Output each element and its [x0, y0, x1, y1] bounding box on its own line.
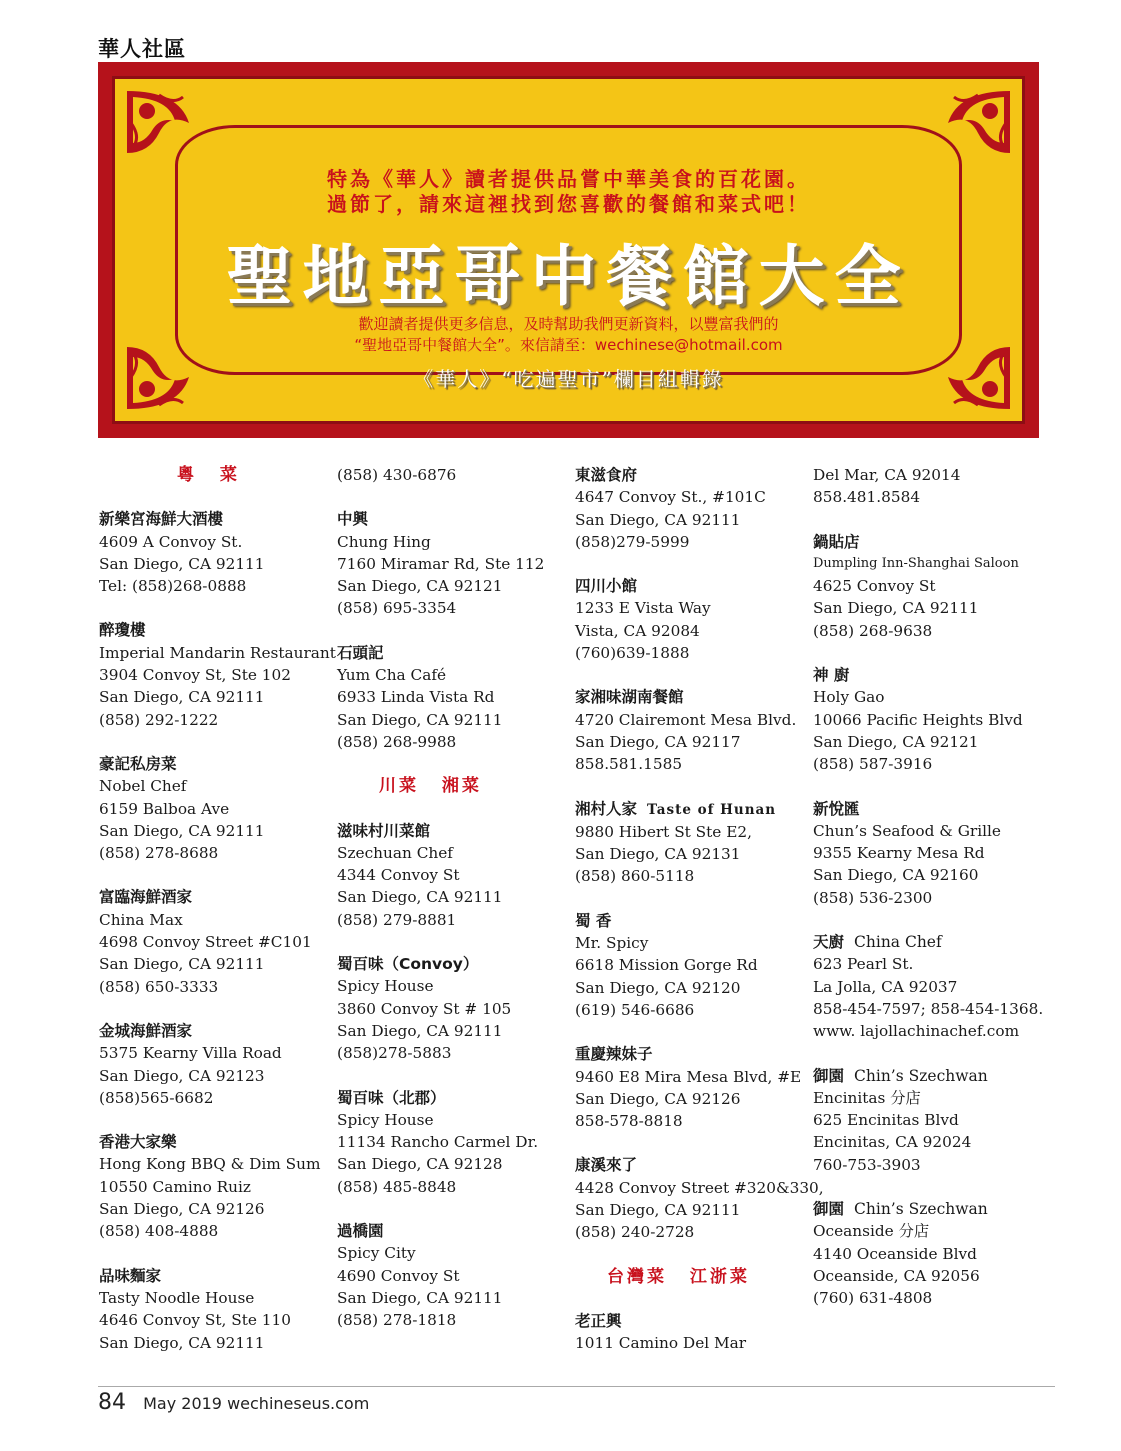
entry-line: (858) 268-9988: [337, 732, 457, 751]
restaurant-entry: [813, 1198, 1043, 1309]
restaurant-name-chinese: 四川小館: [575, 577, 638, 596]
section-title: 華人社區: [98, 37, 186, 61]
entry-line: 6159 Balboa Ave: [99, 799, 230, 818]
restaurant-entry: [337, 1087, 567, 1198]
entry-line: 3904 Convoy St, Ste 102: [99, 666, 292, 685]
listing-column-3: [575, 464, 824, 1377]
entry-line: Chung Hing: [337, 532, 431, 551]
banner-tagline-1: 特為《華人》讀者提供品嘗中華美食的百花園。: [327, 167, 810, 191]
entry-line: San Diego, CA 92131: [575, 845, 741, 864]
entry-line: San Diego, CA 92121: [813, 732, 979, 751]
site-url: wechineseus.com: [227, 1394, 370, 1413]
restaurant-entry: [99, 753, 329, 864]
entry-line: (858) 650-3333: [99, 977, 219, 996]
entry-line: San Diego, CA 92123: [99, 1066, 265, 1085]
restaurant-name: [813, 1065, 1043, 1087]
entry-line: 760-753-3903: [813, 1155, 921, 1174]
entry-line: (858) 408-4888: [99, 1222, 219, 1241]
entry-line: Hong Kong BBQ & Dim Sum: [99, 1155, 321, 1174]
restaurant-entry: [813, 531, 1043, 642]
restaurant-name-chinese: 鍋貼店: [813, 532, 860, 551]
entry-line: 623 Pearl St.: [813, 955, 914, 974]
banner-credit: 《華人》“吃遍聖市”欄目組輯錄: [413, 367, 724, 391]
entry-line: (760)639-1888: [575, 644, 690, 663]
restaurant-entry: [575, 910, 805, 1021]
restaurant-name: [99, 1131, 329, 1153]
entry-line: 10550 Camino Ruiz: [99, 1177, 251, 1196]
entry-line: San Diego, CA 92111: [99, 821, 265, 840]
restaurant-entry: [337, 642, 567, 753]
restaurant-entry: [813, 798, 1043, 909]
banner-description-1: 歡迎讀者提供更多信息，及時幫助我們更新資料，以豐富我們的: [358, 315, 779, 333]
entry-line: Holy Gao: [813, 688, 885, 707]
page-number: 84: [98, 1390, 126, 1415]
banner-panel: [112, 76, 1025, 424]
restaurant-entry: [813, 931, 1043, 1042]
restaurant-name-chinese: 家湘味湖南餐館: [575, 688, 684, 707]
category-heading: 川菜 湘菜: [379, 776, 482, 797]
entry-line: 4140 Oceanside Blvd: [813, 1244, 977, 1263]
restaurant-name-chinese: 過橋園: [337, 1222, 384, 1241]
restaurant-entry: [575, 464, 805, 553]
entry-line: 6933 Linda Vista Rd: [337, 688, 495, 707]
restaurant-entry: [99, 1020, 329, 1109]
title-banner: [98, 62, 1039, 438]
entry-line: (858)278-5883: [337, 1044, 452, 1063]
entry-line: San Diego, CA 92120: [575, 978, 741, 997]
entry-line: San Diego, CA 92111: [337, 710, 503, 729]
entry-line: Encinitas, CA 92024: [813, 1133, 972, 1152]
restaurant-entry: [337, 508, 567, 619]
page-footer: [98, 1390, 369, 1415]
listing-column-4: [813, 464, 1043, 1332]
restaurant-name: [575, 575, 805, 597]
entry-line: Del Mar, CA 92014: [813, 466, 961, 484]
entry-line: (858)279-5999: [575, 532, 690, 551]
restaurant-name-chinese: 品味麵家: [99, 1266, 162, 1285]
entry-line: Oceanside, CA 92056: [813, 1266, 980, 1285]
entry-line: San Diego, CA 92111: [99, 955, 265, 974]
entry-line: Imperial Mandarin Restaurant: [99, 643, 336, 662]
restaurant-name-english: Chin’s Szechwan: [854, 1066, 988, 1085]
restaurant-name-chinese: 康溪來了: [575, 1156, 638, 1175]
restaurant-name-chinese: 天廚: [813, 933, 845, 952]
entry-line: 4646 Convoy St, Ste 110: [99, 1311, 292, 1330]
entry-line: 3860 Convoy St # 105: [337, 999, 512, 1018]
restaurant-entry: [575, 1154, 824, 1243]
entry-line: Encinitas 分店: [813, 1088, 921, 1107]
restaurant-name-chinese: 神 廚: [813, 666, 850, 685]
restaurant-name-english: Chin’s Szechwan: [854, 1200, 988, 1219]
issue-date: May 2019: [143, 1394, 222, 1413]
restaurant-name: [99, 886, 329, 908]
entry-line: 858.481.8584: [813, 488, 921, 507]
restaurant-name-chinese: 富臨海鮮酒家: [99, 888, 193, 907]
entry-line: (760) 631-4808: [813, 1289, 933, 1308]
entry-line: San Diego, CA 92128: [337, 1155, 503, 1174]
restaurant-name-chinese: 湘村人家: [575, 799, 638, 818]
footer-divider: [98, 1386, 1055, 1387]
entry-line: 1011 Camino Del Mar: [575, 1334, 747, 1353]
restaurant-entry: [575, 798, 805, 888]
entry-line: San Diego, CA 92111: [575, 510, 741, 529]
restaurant-name: [813, 931, 1043, 953]
entry-line: San Diego, CA 92160: [813, 866, 979, 885]
entry-line: San Diego, CA 92111: [337, 1021, 503, 1040]
entry-line: (858) 279-8881: [337, 910, 457, 929]
restaurant-name-chinese: 重慶辣妹子: [575, 1045, 653, 1064]
entry-line: San Diego, CA 92111: [813, 599, 979, 618]
entry-line: 858-454-7597; 858-454-1368.: [813, 999, 1044, 1018]
continued-phone: (858) 430-6876: [337, 466, 457, 484]
restaurant-entry: [813, 664, 1043, 775]
entry-line: 9880 Hibert St Ste E2,: [575, 822, 752, 841]
entry-line: Spicy City: [337, 1244, 416, 1263]
restaurant-name: [99, 1265, 329, 1287]
entry-line: 5375 Kearny Villa Road: [99, 1044, 282, 1063]
entry-line: La Jolla, CA 92037: [813, 977, 958, 996]
restaurant-name: [575, 798, 805, 821]
restaurant-entry: [99, 508, 329, 597]
entry-line: San Diego, CA 92126: [575, 1089, 741, 1108]
restaurant-name-chinese: 新悅匯: [813, 799, 860, 818]
entry-line: 6618 Mission Gorge Rd: [575, 956, 758, 975]
restaurant-name-english: Taste of Hunan: [647, 801, 777, 818]
banner-title: 聖地亞哥中餐館大全: [226, 238, 911, 315]
entry-line: 1233 E Vista Way: [575, 599, 711, 618]
restaurant-name: [99, 1020, 329, 1042]
restaurant-entry: [575, 1043, 805, 1132]
restaurant-name-chinese: 金城海鮮酒家: [99, 1021, 193, 1040]
entry-line: Tel: (858)268-0888: [99, 577, 247, 596]
restaurant-name: [99, 753, 329, 775]
entry-line: San Diego, CA 92126: [99, 1200, 265, 1219]
entry-line: 858-578-8818: [575, 1112, 683, 1131]
entry-line: 4647 Convoy St., #101C: [575, 488, 766, 507]
entry-line: 7160 Miramar Rd, Ste 112: [337, 554, 545, 573]
entry-line: San Diego, CA 92111: [99, 688, 265, 707]
restaurant-name: [575, 1154, 805, 1176]
entry-line: Oceanside 分店: [813, 1222, 930, 1241]
entry-line: Nobel Chef: [99, 777, 187, 796]
entry-line: San Diego, CA 92111: [337, 1288, 503, 1307]
restaurant-name-chinese: 老正興: [575, 1311, 622, 1330]
restaurant-name: [575, 686, 805, 708]
restaurant-name-chinese: 東滋食府: [575, 466, 638, 484]
restaurant-name-chinese: 蜀百味（Convoy）: [337, 955, 479, 974]
entry-line: (858) 278-8688: [99, 844, 219, 863]
restaurant-entry: [99, 619, 336, 730]
entry-line: San Diego, CA 92117: [575, 732, 741, 751]
entry-line: Yum Cha Café: [337, 666, 447, 685]
restaurant-name: [575, 464, 805, 486]
restaurant-name: [337, 1087, 567, 1109]
restaurant-entry: [337, 820, 567, 931]
restaurant-entry: [575, 1310, 805, 1355]
restaurant-name: [813, 664, 1043, 686]
restaurant-name: [575, 910, 805, 932]
entry-line: San Diego, CA 92111: [575, 1201, 741, 1220]
restaurant-name-chinese: 石頭記: [337, 643, 384, 662]
banner-tagline-2: 過節了，請來這裡找到您喜歡的餐館和菜式吧！: [327, 192, 810, 216]
entry-line: 4698 Convoy Street #C101: [99, 933, 312, 952]
entry-line: 625 Encinitas Blvd: [813, 1111, 959, 1130]
entry-line: Vista, CA 92084: [575, 621, 700, 640]
restaurant-name: [337, 1220, 567, 1242]
restaurant-entry: [575, 575, 805, 664]
restaurant-name: [813, 1198, 1043, 1220]
restaurant-name: [575, 1310, 805, 1332]
category-heading: 台灣菜 江浙菜: [607, 1266, 750, 1287]
restaurant-name: [575, 1043, 805, 1065]
restaurant-name-chinese: 醉瓊樓: [99, 621, 146, 640]
entry-line: (858) 860-5118: [575, 867, 695, 886]
restaurant-name: [337, 820, 567, 842]
restaurant-entry: [575, 686, 805, 775]
entry-line: (619) 546-6686: [575, 1000, 695, 1019]
restaurant-name: [337, 953, 567, 975]
entry-line: (858) 240-2728: [575, 1223, 695, 1242]
entry-line: 9355 Kearny Mesa Rd: [813, 844, 985, 863]
entry-line: (858)565-6682: [99, 1088, 214, 1107]
entry-line: 10066 Pacific Heights Blvd: [813, 710, 1023, 729]
entry-line: (858) 278-1818: [337, 1311, 457, 1330]
entry-line: Szechuan Chef: [337, 843, 453, 862]
restaurant-entry: [99, 886, 329, 997]
entry-line: (858) 695-3354: [337, 599, 457, 618]
entry-line: Spicy House: [337, 977, 434, 996]
restaurant-name: [813, 798, 1043, 820]
restaurant-name: [99, 508, 329, 530]
category-heading: 粵 菜: [177, 465, 240, 485]
restaurant-name-chinese: 蜀 香: [575, 911, 612, 930]
listing-column-1: [99, 464, 336, 1376]
entry-line: (858) 536-2300: [813, 888, 933, 907]
entry-line: San Diego, CA 92121: [337, 577, 503, 596]
entry-line: San Diego, CA 92111: [99, 1333, 265, 1352]
entry-line: 4344 Convoy St: [337, 866, 460, 885]
restaurant-entry: [337, 1220, 567, 1331]
entry-line: 4609 A Convoy St.: [99, 532, 243, 551]
listing-column-2: [337, 464, 567, 1354]
restaurant-name-chinese: 香港大家樂: [99, 1133, 177, 1152]
entry-line: 11134 Rancho Carmel Dr.: [337, 1133, 539, 1152]
entry-line: China Max: [99, 910, 183, 929]
entry-line: 4690 Convoy St: [337, 1266, 460, 1285]
restaurant-name-english: China Chef: [854, 933, 942, 952]
restaurant-name: [337, 508, 567, 530]
entry-line: (858) 268-9638: [813, 621, 933, 640]
continued-address: [813, 464, 1043, 509]
entry-line: Dumpling Inn-Shanghai Saloon: [813, 555, 1019, 571]
restaurant-name-chinese: 蜀百味（北郡）: [337, 1088, 446, 1107]
restaurant-name-chinese: 御園: [813, 1200, 845, 1219]
entry-line: (858) 587-3916: [813, 755, 933, 774]
restaurant-entry: [337, 953, 567, 1064]
entry-line: 9460 E8 Mira Mesa Blvd, #E: [575, 1067, 802, 1086]
banner-description-2: “聖地亞哥中餐館大全”。來信請至：wechinese@hotmail.com: [354, 336, 783, 354]
restaurant-name-chinese: 滋味村川菜館: [337, 821, 431, 840]
restaurant-entry: [99, 1131, 329, 1242]
entry-line: (858) 485-8848: [337, 1177, 457, 1196]
entry-line: Chun’s Seafood & Grille: [813, 821, 1001, 840]
entry-line: San Diego, CA 92111: [99, 554, 265, 573]
restaurant-name-chinese: 新樂宮海鮮大酒樓: [99, 510, 224, 529]
restaurant-name: [99, 619, 329, 641]
restaurant-name: [813, 531, 1043, 553]
entry-line: 4625 Convoy St: [813, 577, 936, 596]
entry-line: Spicy House: [337, 1110, 434, 1129]
entry-line: 858.581.1585: [575, 755, 683, 774]
entry-line: 4720 Clairemont Mesa Blvd.: [575, 710, 797, 729]
restaurant-name-chinese: 豪記私房菜: [99, 754, 177, 773]
entry-line: www. lajollachinachef.com: [813, 1022, 1020, 1041]
restaurant-entry: [99, 1265, 329, 1354]
restaurant-name: [337, 642, 567, 664]
entry-line: Tasty Noodle House: [99, 1288, 255, 1307]
restaurant-entry: [813, 1065, 1043, 1176]
entry-line: San Diego, CA 92111: [337, 888, 503, 907]
entry-line: (858) 292-1222: [99, 710, 219, 729]
entry-line: Mr. Spicy: [575, 934, 649, 953]
restaurant-name-chinese: 中興: [337, 510, 369, 529]
restaurant-name-chinese: 御園: [813, 1066, 845, 1085]
entry-line: 4428 Convoy Street #320&330,: [575, 1178, 824, 1197]
